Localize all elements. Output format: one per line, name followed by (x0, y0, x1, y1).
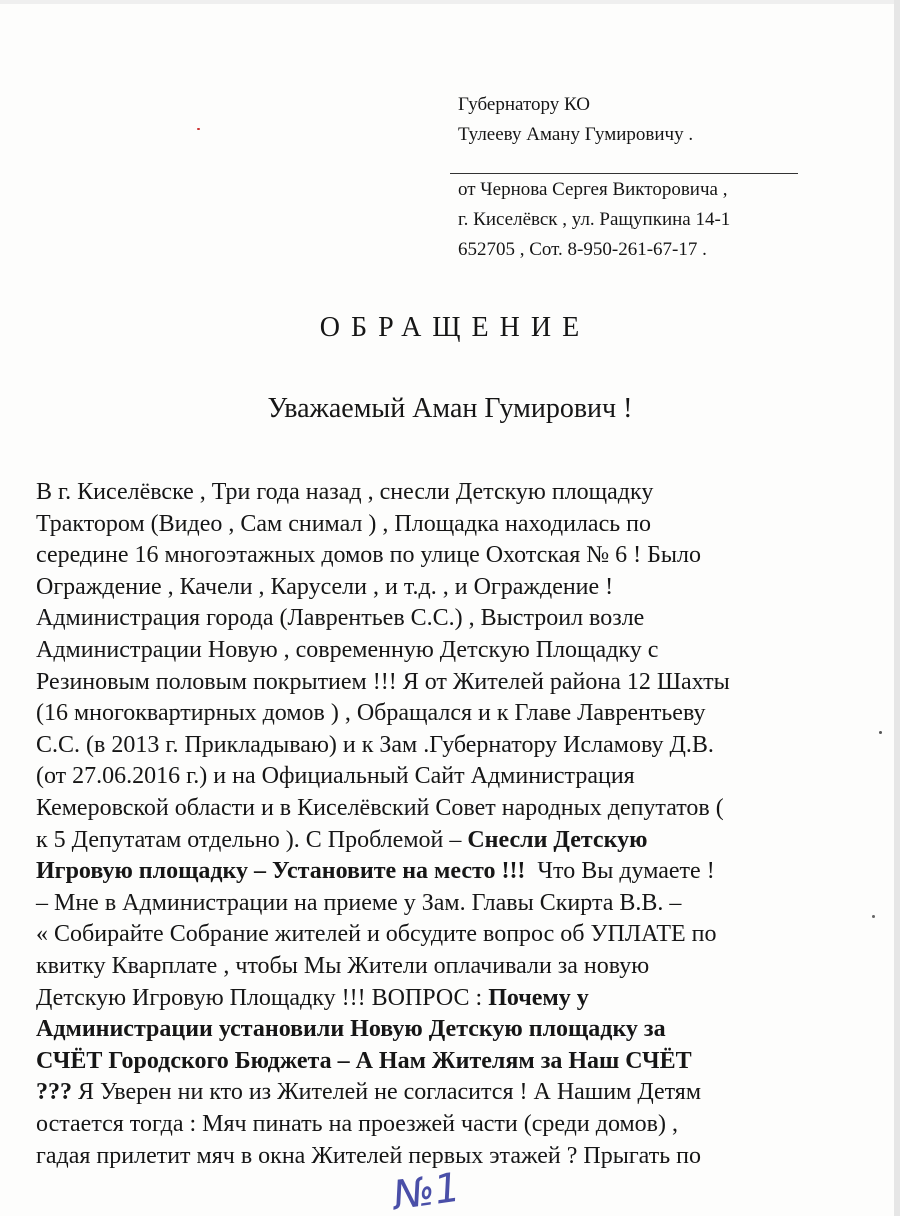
body-line: (от 27.06.2016 г.) и на Официальный Сайт Администрация (36, 763, 635, 790)
body-line: гадая прилетит мяч в окна Жителей первых этажей ? Прыгать по (36, 1142, 701, 1169)
body-line: В г. Киселёвске , Три года назад , снесли Детскую площадку (36, 479, 654, 505)
body-line: – Мне в Администрации на приеме у Зам. Главы Скирта В.В. – (36, 889, 682, 916)
body-fragment-bold: Снесли Детскую (467, 826, 648, 853)
body-line (36, 1014, 666, 1046)
body-fragment-bold: Почему у (488, 984, 589, 1011)
scan-edge-right (894, 0, 900, 1216)
body-line (36, 983, 589, 1015)
scan-edge-top (0, 0, 900, 4)
body-line (36, 825, 647, 857)
sender-block (458, 175, 730, 265)
body-line: Резиновым половым покрытием !!! Я от Жителей района 12 Шахты (36, 668, 730, 695)
body-fragment: Что Вы думаете ! (525, 858, 715, 885)
scan-speck (872, 915, 875, 918)
body-line: (16 многоквартирных домов ) , Обращался и к Главе Лаврентьеву (36, 700, 706, 727)
body-fragment-bold: Администрации установили Новую Детскую площадку за (36, 1016, 666, 1043)
salutation: Уважаемый Аман Гумирович ! (267, 393, 633, 424)
handwritten-page-number: №1 (390, 1164, 463, 1219)
body-line: С.С. (в 2013 г. Прикладываю) и к Зам .Губернатору Исламову Д.В. (36, 731, 714, 758)
sender-line: от Чернова Сергея Викторовича , (458, 179, 728, 200)
body-fragment-bold: ??? (36, 1079, 72, 1106)
body-line (36, 1077, 701, 1109)
divider-line (450, 173, 798, 174)
body-fragment-bold: Игровую площадку – Установите на место !!! (36, 858, 526, 885)
body-line: Администрации Новую , современную Детскую Площадку с (36, 637, 659, 663)
sender-line: г. Киселёвск , ул. Ращупкина 14-1 (458, 209, 731, 230)
body-line (36, 1046, 692, 1078)
scan-speck (197, 128, 200, 130)
addressee-line: Губернатору КО (458, 94, 590, 115)
body-fragment: Я Уверен ни кто из Жителей не согласится ! А Нашим Детям (72, 1079, 702, 1106)
body-line (36, 856, 715, 888)
body-fragment-bold: СЧЁТ Городского Бюджета – А Нам Жителям за Наш СЧЁТ (36, 1047, 692, 1074)
body-line: середине 16 многоэтажных домов по улице Охотская № 6 ! Было (36, 542, 702, 569)
body-line: Администрация города (Лаврентьев С.С.) , Выстроил возле (36, 605, 645, 632)
body-line: Кемеровской области и в Киселёвский Совет народных депутатов ( (36, 795, 724, 821)
scan-speck (879, 731, 882, 734)
body-line: квитку Кварплате , чтобы Мы Жители оплачивали за новую (36, 953, 650, 979)
body-fragment: Детскую Игровую Площадку !!! ВОПРОС : (36, 984, 489, 1011)
body-line: Ограждение , Качели , Карусели , и т.д. , и Ограждение ! (36, 573, 614, 600)
body-fragment: к 5 Депутатам отдельно ). С Проблемой – (36, 826, 468, 853)
sender-line: 652705 , Сот. 8-950-261-67-17 . (458, 239, 707, 260)
document-title: ОБРАЩЕНИЕ (319, 312, 591, 343)
addressee-block (458, 90, 693, 150)
addressee-line: Тулееву Аману Гумировичу . (458, 124, 694, 145)
body-line: остается тогда : Мяч пинать на проезжей части (среди домов) , (36, 1111, 678, 1137)
body-line: « Собирайте Собрание жителей и обсудите вопрос об УПЛАТЕ по (36, 921, 717, 948)
body-line: Трактором (Видео , Сам снимал ) , Площадка находилась по (36, 510, 652, 537)
